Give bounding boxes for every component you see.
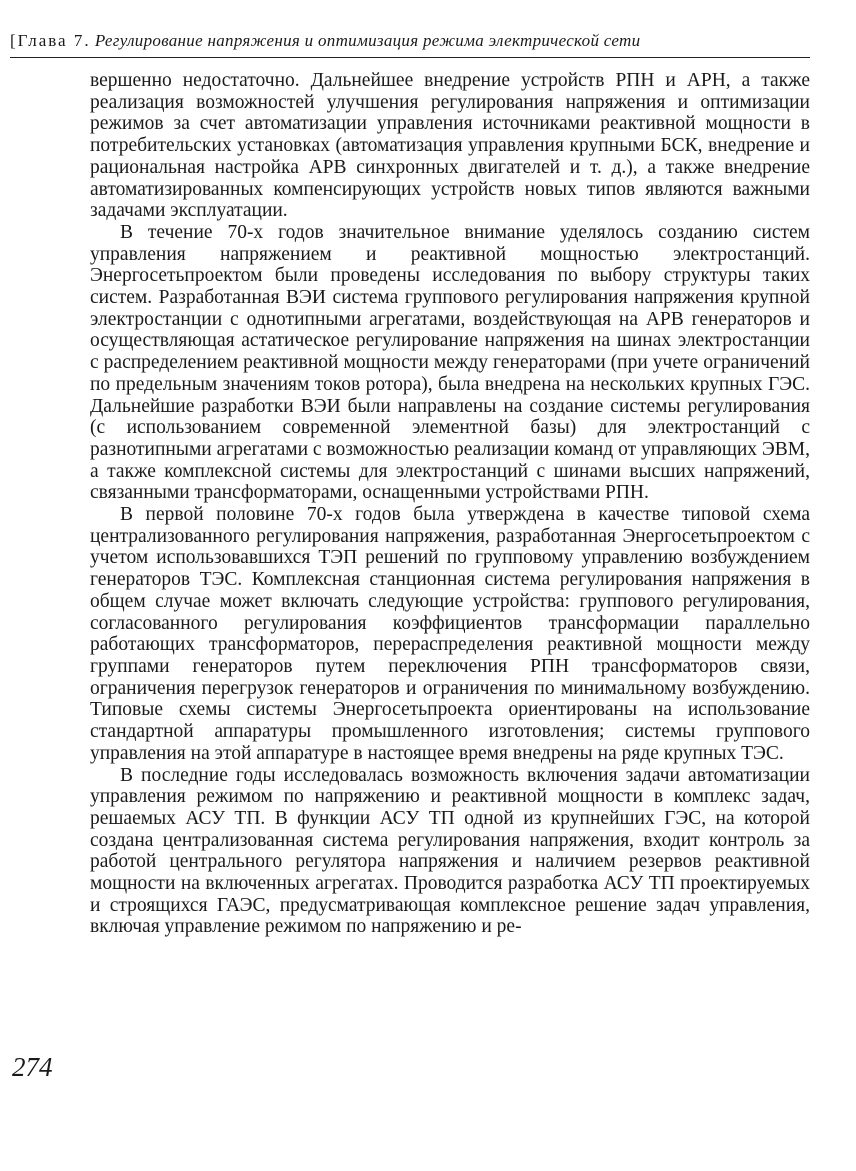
chapter-label: [Глава 7. [10, 31, 91, 50]
body-text [90, 70, 810, 938]
chapter-title: Регулирование напряжения и оптимизация режима электрической сети [94, 31, 641, 50]
paragraph-2: В течение 70-х годов значительное внимание уделялось созданию систем управления напряжением и реактивной мощностью электростанций. Энергосетьпроектом были проведены исследования по выбору структуры таких систем. Разработанная ВЭИ система группового регулирования напряжения крупной электростанции с однотипными агрегатами, воздействующая на АРВ генераторов и осуществляющая астатическое регулирование напряжения на шинах электростанции с распределением реактивной мощности между генераторами (при учете ограничений по предельным значениям токов ротора), была внедрена на нескольких крупных ГЭС. Дальнейшие разработки ВЭИ были направлены на создание системы регулирования (с использованием современной элементной базы) для электростанций с разнотипными агрегатами с возможностью реализации команд от управляющих ЭВМ, а также комплексной системы для электростанций с шинами высших напряжений, связанными трансформаторами, оснащенными устройствами РПН. [90, 221, 810, 504]
page-number: 274 [12, 1052, 53, 1082]
paragraph-4: В последние годы исследовалась возможность включения задачи автоматизации управления режимом по напряжению и реактивной мощности в комплекс задач, решаемых АСУ ТП. В функции АСУ ТП одной из крупнейших ГЭС, на которой создана централизованная система регулирования напряжения, входит контроль за работой центрального регулятора напряжения и наличием резервов реактивной мощности на включенных агрегатах. Проводится разработка АСУ ТП проектируемых и строящихся ГАЭС, предусматривающая комплексное решение задач управления, включая управление режимом по напряжению и ре- [90, 764, 810, 938]
paragraph-1: вершенно недостаточно. Дальнейшее внедрение устройств РПН и АРН, а также реализация возможностей улучшения регулирования напряжения и оптимизации режимов за счет автоматизации управления источниками реактивной мощности в потребительских установках (автоматизация управления крупными БСК, внедрение и рациональная настройка АРВ синхронных двигателей и т. д.), а также внедрение автоматизированных компенсирующих устройств новых типов являются важными задачами эксплуатации. [90, 70, 810, 222]
paragraph-3: В первой половине 70-х годов была утверждена в качестве типовой схема централизованного регулирования напряжения, разработанная Энергосетьпроектом с учетом использовавшихся ТЭП решений по групповому управлению возбуждением генераторов ТЭС. Комплексная станционная система регулирования напряжения в общем случае может включать следующие устройства: группового регулирования, согласованного регулирования коэффициентов трансформации параллельно работающих трансформаторов, перераспределения реактивной мощности между группами генераторов путем переключения РПН трансформаторов связи, ограничения перегрузок генераторов и ограничения по минимальному возбуждению. Типовые схемы системы Энергосетьпроекта ориентированы на использование стандартной аппаратуры промышленного изготовления; системы группового управления на этой аппаратуре в настоящее время внедрены на ряде крупных ТЭС. [90, 504, 810, 764]
running-header [10, 28, 810, 58]
